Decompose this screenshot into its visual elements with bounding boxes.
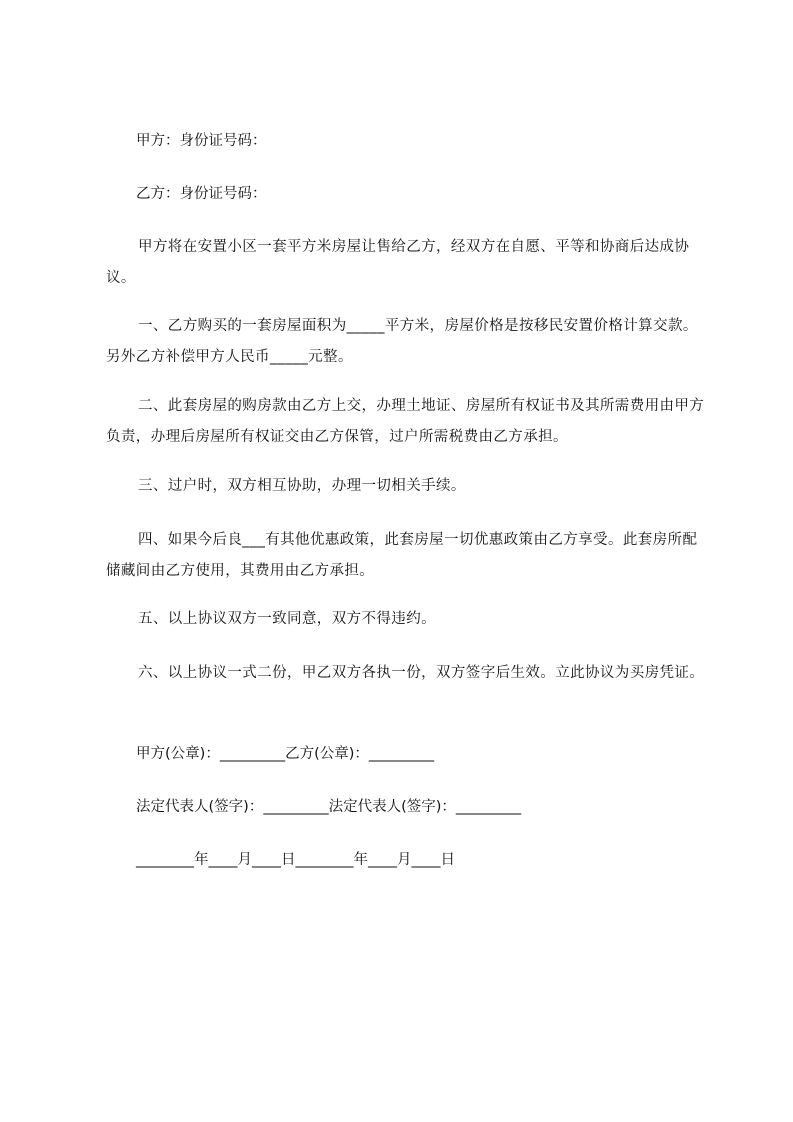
party-b-id-line: 乙方：身份证号码： xyxy=(136,186,267,202)
clause-6: 六、以上协议一式二份，甲乙双方各执一份，双方签字后生效。立此协议为买房凭证。 xyxy=(138,665,705,681)
intro-paragraph: 甲方将在安置小区一套平方米房屋让售给乙方，经双方在自愿、平等和协商后达成协议。 xyxy=(106,239,690,286)
clause-4: 四、如果今后良___有其他优惠政策，此套房屋一切优惠政策由乙方享受。此套房所配储藏间由乙方使用，其费用由乙方承担。 xyxy=(106,532,698,579)
clause-2: 二、此套房屋的购房款由乙方上交，办理土地证、房屋所有权证书及其所需费用由甲方负责，办理后房屋所有权证交由乙方保管，过户所需税费由乙方承担。 xyxy=(106,398,705,445)
representative-signature-line: 法定代表人(签字)：_________法定代表人(签字)：_________ xyxy=(136,799,522,815)
party-a-id-line: 甲方：身份证号码： xyxy=(136,133,267,149)
clause-3: 三、过户时，双方相互协助，办理一切相关手续。 xyxy=(138,478,466,494)
clause-5: 五、以上协议双方一致同意，双方不得违约。 xyxy=(138,611,436,627)
date-line: ________年____月____日________年____月____日 xyxy=(136,852,455,868)
seal-signature-line: 甲方(公章)：_________乙方(公章)：_________ xyxy=(136,746,435,762)
clause-1: 一、乙方购买的一套房屋面积为_____平方米，房屋价格是按移民安置价格计算交款。另外乙方补偿甲方人民币_____元整。 xyxy=(106,318,698,365)
